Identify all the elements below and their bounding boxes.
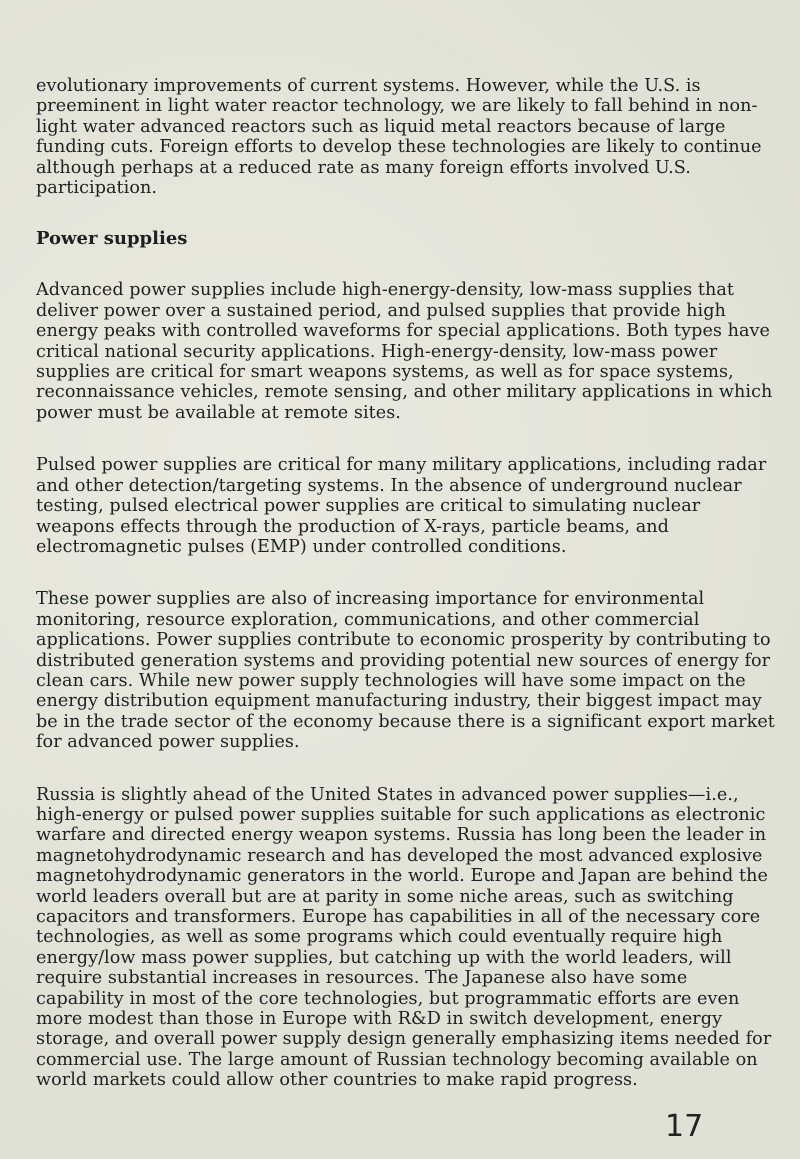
- paragraph-commercial-applications: These power supplies are also of increasing importance for environmental monitoring, resource exploration, communications, and other commercial applications. Power supplies contribute to economic prosperity by contributing to distributed generation systems and providing potential new sources of energy for clean cars. While new power supply technologies will have some impact on the energy distribution equipment manufacturing industry, their biggest impact may be in the trade sector of the economy because there is a significant export market for advanced power supplies.: [36, 589, 775, 753]
- page-number: 17: [665, 1109, 704, 1144]
- intro-paragraph: evolutionary improvements of current systems. However, while the U.S. is preeminent in light water reactor technology, we are likely to fall behind in non-light water advanced reactors such as liquid metal reactors because of large funding cuts. Foreign efforts to develop these technologies are likely to continue although perhaps at a reduced rate as many foreign efforts involved U.S. participation.: [36, 76, 762, 199]
- section-heading: Power supplies: [36, 228, 188, 250]
- paragraph-advanced-power-supplies: Advanced power supplies include high-energy-density, low-mass supplies that deliver power over a sustained period, and pulsed supplies that provide high energy peaks with controlled waveforms for special applications. Both types have critical national security applications. High-energy-density, low-mass power supplies are critical for smart weapons systems, as well as for space systems, reconnaissance vehicles, remote sensing, and other military applications in which power must be available at remote sites.: [36, 280, 773, 423]
- paragraph-pulsed-power-supplies: Pulsed power supplies are critical for many military applications, including radar and other detection/targeting systems. In the absence of underground nuclear testing, pulsed electrical power supplies are critical to simulating nuclear weapons effects through the production of X-rays, particle beams, and electromagnetic pulses (EMP) under controlled conditions.: [36, 455, 767, 557]
- document-page: [36, 76, 776, 1123]
- paragraph-international-comparison: Russia is slightly ahead of the United States in advanced power supplies—i.e., high-energy or pulsed power supplies suitable for such applications as electronic warfare and directed energy weapon systems. Russia has long been the leader in magnetohydrodynamic research and has developed the most advanced explosive magnetohydrodynamic generators in the world. Europe and Japan are behind the world leaders overall but are at parity in some niche areas, such as switching capacitors and transformers. Europe has capabilities in all of the necessary core technologies, as well as some programs which could eventually require high energy/low mass power supplies, but catching up with the world leaders, will require substantial increases in resources. The Japanese also have some capability in most of the core technologies, but programmatic efforts are even more modest than those in Europe with R&D in switch development, energy storage, and overall power supply design generally emphasizing items needed for commercial use. The large amount of Russian technology becoming available on world markets could allow other countries to make rapid progress.: [36, 784, 772, 1091]
